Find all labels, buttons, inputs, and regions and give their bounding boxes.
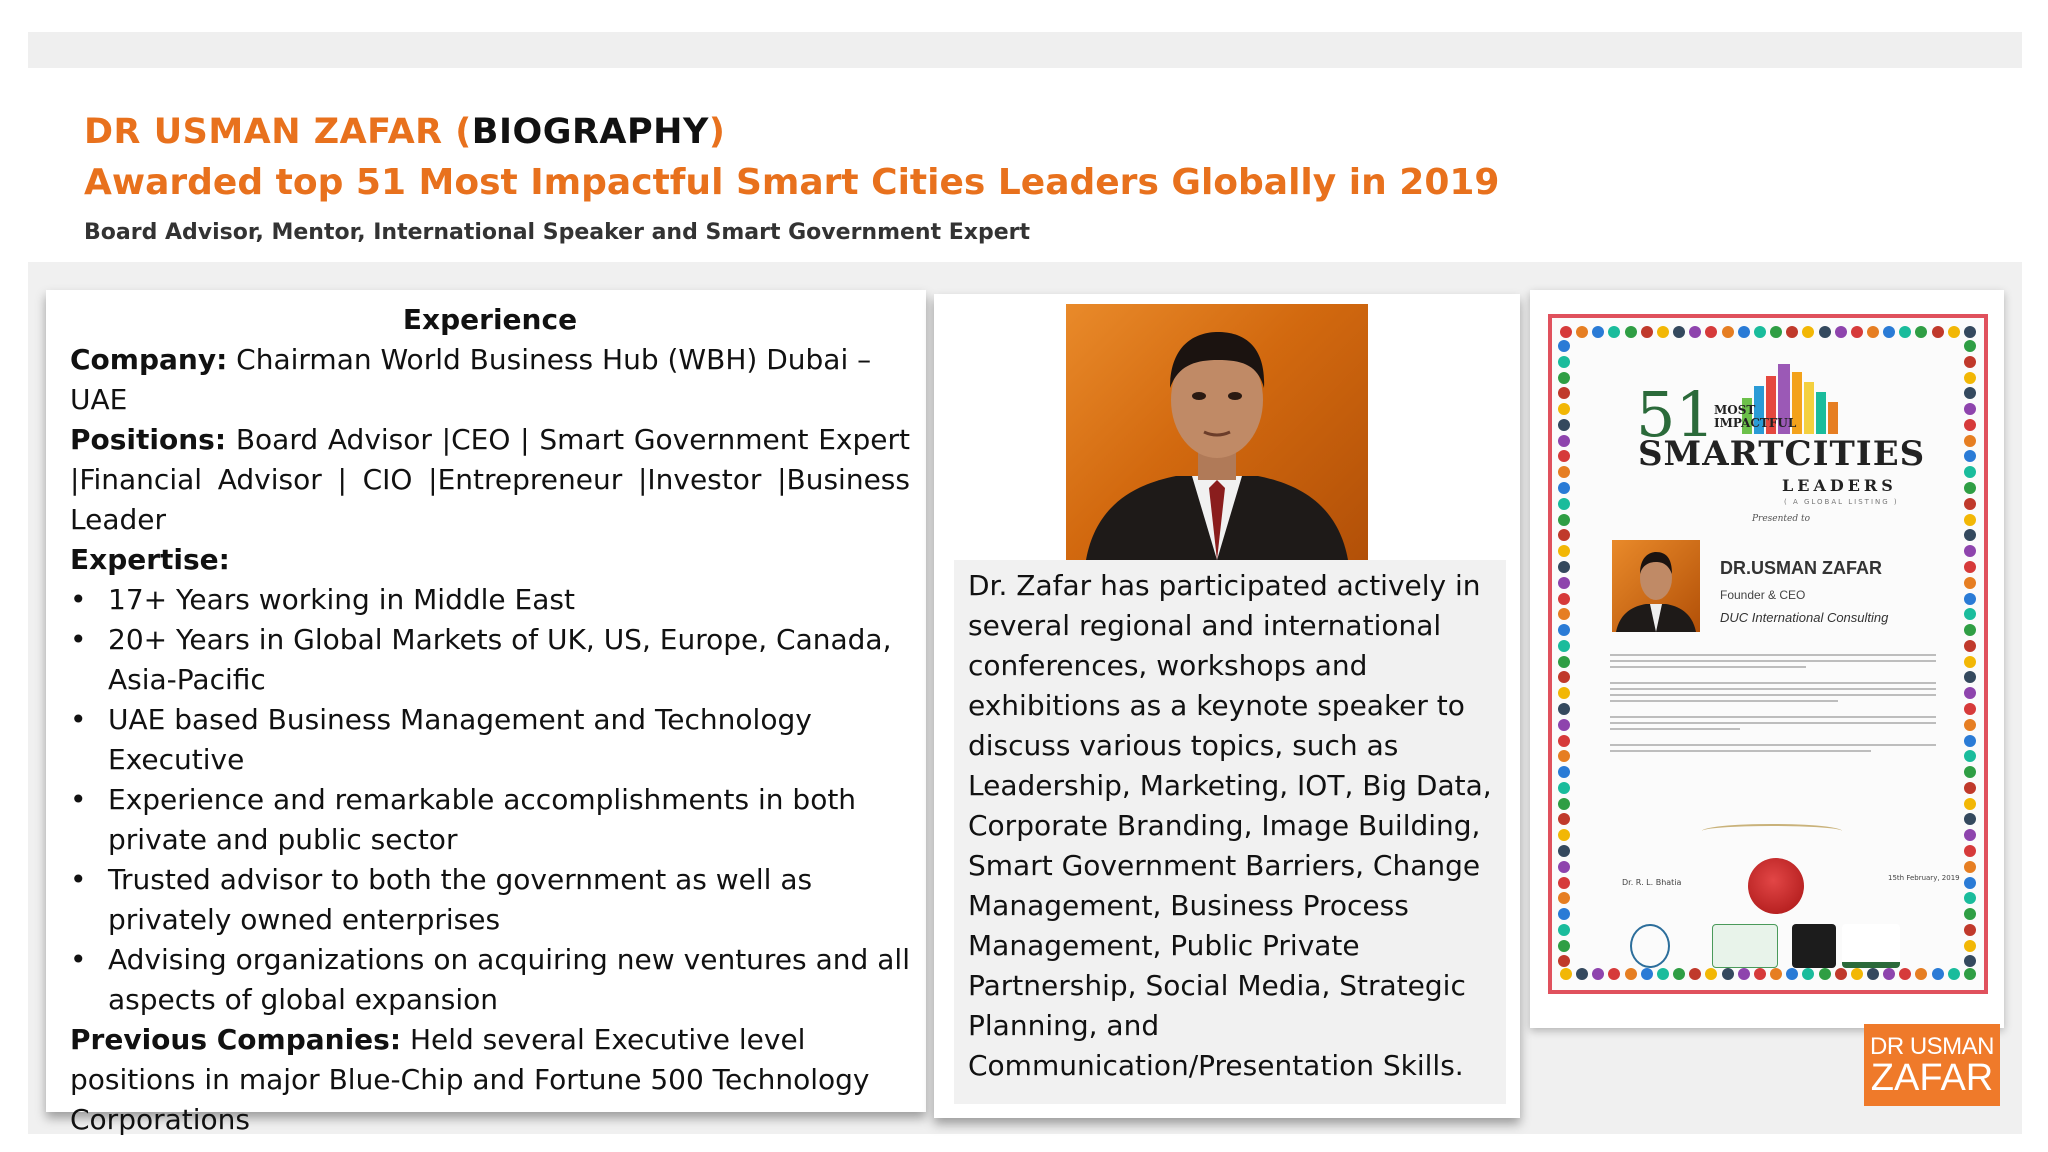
flag-border-top xyxy=(1560,326,1976,340)
flag-icon xyxy=(1964,813,1976,825)
certificate-recipient-role: Founder & CEO xyxy=(1720,588,1806,602)
flag-icon xyxy=(1899,968,1911,980)
flag-icon xyxy=(1576,326,1588,338)
flag-icon xyxy=(1641,968,1653,980)
flag-icon xyxy=(1819,326,1831,338)
flag-icon xyxy=(1964,782,1976,794)
flag-icon xyxy=(1558,340,1570,352)
title-open-paren: ( xyxy=(442,112,472,152)
flag-icon xyxy=(1851,326,1863,338)
flag-icon xyxy=(1899,326,1911,338)
flag-icon xyxy=(1558,435,1570,447)
company-label: Company: xyxy=(70,343,228,376)
flag-icon xyxy=(1558,703,1570,715)
flag-icon xyxy=(1964,403,1976,415)
brand-logo-line2: ZAFAR xyxy=(1870,1057,1994,1099)
flag-icon xyxy=(1558,798,1570,810)
flag-icon xyxy=(1964,387,1976,399)
flag-icon xyxy=(1558,466,1570,478)
flag-icon xyxy=(1964,750,1976,762)
flag-icon xyxy=(1964,861,1976,873)
flag-icon xyxy=(1802,968,1814,980)
flag-icon xyxy=(1835,326,1847,338)
flag-icon xyxy=(1915,968,1927,980)
flag-icon xyxy=(1558,924,1570,936)
flag-icon xyxy=(1964,798,1976,810)
flag-icon xyxy=(1867,326,1879,338)
flag-icon xyxy=(1558,813,1570,825)
flag-icon xyxy=(1558,482,1570,494)
company-value: Chairman World Business Hub (WBH) Dubai – UAE xyxy=(70,343,872,416)
flag-icon xyxy=(1560,326,1572,338)
flag-icon xyxy=(1558,877,1570,889)
brand-logo xyxy=(1864,1024,2000,1106)
expertise-item: • 20+ Years in Global Markets of UK, US, Europe, Canada, Asia-Pacific xyxy=(70,620,910,700)
flag-icon xyxy=(1964,340,1976,352)
flag-icon xyxy=(1964,419,1976,431)
flag-icon xyxy=(1802,326,1814,338)
flag-icon xyxy=(1558,671,1570,683)
flag-icon xyxy=(1738,968,1750,980)
flag-icon xyxy=(1558,656,1570,668)
speaker-summary: Dr. Zafar has participated actively in several regional and international conferences, workshops and exhibitions as a keynote speaker to discuss various topics, such as Leadership, Marketing, IOT, Big Data, Corporate Branding, Image Building, Smart Government Barriers, Change Management, Business Process Management, Public Private Partnership, Social Media, Strategic Planning, and Communication/Presentation Skills. xyxy=(968,569,1492,1082)
flag-icon xyxy=(1964,687,1976,699)
flag-icon xyxy=(1722,968,1734,980)
flag-icon xyxy=(1657,968,1669,980)
previous-companies-value: Held several Executive level positions in major Blue-Chip and Fortune 500 Technology Corporations xyxy=(70,1023,870,1136)
brand-logo-line1: DR USMAN xyxy=(1869,1033,1994,1060)
flag-icon xyxy=(1948,968,1960,980)
flag-icon xyxy=(1576,968,1588,980)
flag-icon xyxy=(1964,703,1976,715)
subtitle: Board Advisor, Mentor, International Speaker and Smart Government Expert xyxy=(84,220,1031,245)
flag-icon xyxy=(1558,861,1570,873)
flag-icon xyxy=(1558,498,1570,510)
flag-icon xyxy=(1673,968,1685,980)
company-line xyxy=(70,340,910,420)
flag-icon xyxy=(1964,955,1976,967)
experience-section xyxy=(70,300,910,1140)
flag-icon xyxy=(1964,482,1976,494)
flag-icon xyxy=(1738,326,1750,338)
certificate-flourish xyxy=(1702,824,1842,838)
flag-icon xyxy=(1964,561,1976,573)
portrait-photo xyxy=(1066,304,1368,560)
flag-icon xyxy=(1964,829,1976,841)
flag-icon xyxy=(1705,326,1717,338)
title-biography: BIOGRAPHY xyxy=(471,112,709,152)
expertise-item: • Advising organizations on acquiring new ventures and all aspects of global expansion xyxy=(70,940,910,1020)
flag-icon xyxy=(1964,608,1976,620)
title-close-paren: ) xyxy=(708,112,726,152)
header xyxy=(84,112,1784,245)
flag-icon xyxy=(1964,466,1976,478)
flag-icon xyxy=(1558,908,1570,920)
flag-icon xyxy=(1964,529,1976,541)
flag-icon xyxy=(1915,326,1927,338)
certificate-impactful-text: IMPACTFUL xyxy=(1714,416,1797,430)
award-certificate-image xyxy=(1548,314,1988,994)
flag-icon xyxy=(1608,326,1620,338)
flag-icon xyxy=(1786,968,1798,980)
flag-icon xyxy=(1558,356,1570,368)
flag-icon xyxy=(1964,372,1976,384)
flag-icon xyxy=(1625,968,1637,980)
expertise-list xyxy=(70,580,910,1020)
certificate-seal xyxy=(1748,858,1804,914)
previous-companies-line xyxy=(70,1020,910,1140)
experience-heading: Experience xyxy=(402,303,578,336)
top-banner-bar xyxy=(28,32,2022,68)
flag-icon xyxy=(1560,968,1572,980)
flag-icon xyxy=(1558,450,1570,462)
previous-companies-label: Previous Companies: xyxy=(70,1023,402,1056)
certificate-body-text xyxy=(1610,654,1936,756)
positions-label: Positions: xyxy=(70,423,227,456)
title-name: DR USMAN ZAFAR xyxy=(84,112,443,152)
flag-icon xyxy=(1964,498,1976,510)
flag-icon xyxy=(1964,671,1976,683)
flag-icon xyxy=(1558,829,1570,841)
flag-icon xyxy=(1964,356,1976,368)
flag-icon xyxy=(1964,845,1976,857)
flag-icon xyxy=(1883,968,1895,980)
flag-icon xyxy=(1689,968,1701,980)
flag-icon xyxy=(1964,968,1976,980)
flag-icon xyxy=(1964,577,1976,589)
flag-icon xyxy=(1558,561,1570,573)
flag-icon xyxy=(1964,326,1976,338)
award-headline: Awarded top 51 Most Impactful Smart Cities Leaders Globally in 2019 xyxy=(84,162,1500,203)
flag-icon xyxy=(1851,968,1863,980)
flag-icon xyxy=(1558,782,1570,794)
flag-icon xyxy=(1625,326,1637,338)
flag-icon xyxy=(1592,968,1604,980)
certificate-presented-to: Presented to xyxy=(1752,514,1811,524)
certificate-recipient-name: DR.USMAN ZAFAR xyxy=(1720,558,1882,578)
flag-border-bottom xyxy=(1560,968,1976,982)
flag-icon xyxy=(1558,593,1570,605)
flag-icon xyxy=(1705,968,1717,980)
flag-border-left xyxy=(1558,340,1572,968)
flag-icon xyxy=(1608,968,1620,980)
certificate-date: 15th February, 2019 xyxy=(1888,874,1960,882)
certificate-number: 51 xyxy=(1636,378,1715,451)
flag-icon xyxy=(1558,750,1570,762)
flag-icon xyxy=(1948,326,1960,338)
flag-icon xyxy=(1964,908,1976,920)
flag-icon xyxy=(1786,326,1798,338)
flag-icon xyxy=(1819,968,1831,980)
flag-icon xyxy=(1558,577,1570,589)
certificate-recipient-org: DUC International Consulting xyxy=(1720,610,1889,625)
flag-icon xyxy=(1641,326,1653,338)
certificate-leaders: LEADERS xyxy=(1782,476,1897,495)
flag-icon xyxy=(1558,892,1570,904)
certificate-portrait xyxy=(1612,540,1700,632)
partner-logo-2 xyxy=(1712,924,1778,968)
flag-icon xyxy=(1964,640,1976,652)
flag-icon xyxy=(1964,656,1976,668)
expertise-item: • UAE based Business Management and Technology Executive xyxy=(70,700,910,780)
flag-icon xyxy=(1558,845,1570,857)
flag-icon xyxy=(1964,593,1976,605)
certificate-signatory: Dr. R. L. Bhatia xyxy=(1622,878,1682,887)
flag-icon xyxy=(1722,326,1734,338)
partner-logo-4 xyxy=(1842,924,1900,968)
flag-icon xyxy=(1558,687,1570,699)
flag-icon xyxy=(1558,735,1570,747)
certificate-portrait-illustration xyxy=(1612,540,1700,632)
flag-icon xyxy=(1673,326,1685,338)
flag-icon xyxy=(1835,968,1847,980)
flag-icon xyxy=(1770,968,1782,980)
flag-icon xyxy=(1964,735,1976,747)
flag-icon xyxy=(1558,372,1570,384)
certificate-most xyxy=(1714,404,1796,430)
flag-icon xyxy=(1558,640,1570,652)
flag-icon xyxy=(1964,924,1976,936)
partner-logo-3 xyxy=(1792,924,1836,968)
flag-icon xyxy=(1558,387,1570,399)
flag-icon xyxy=(1883,326,1895,338)
flag-icon xyxy=(1558,514,1570,526)
expertise-label xyxy=(70,540,910,580)
flag-icon xyxy=(1558,608,1570,620)
flag-icon xyxy=(1558,719,1570,731)
expertise-item: • Experience and remarkable accomplishments in both private and public sector xyxy=(70,780,910,860)
flag-icon xyxy=(1558,529,1570,541)
flag-icon xyxy=(1558,940,1570,952)
flag-icon xyxy=(1754,326,1766,338)
flag-icon xyxy=(1964,877,1976,889)
flag-icon xyxy=(1932,326,1944,338)
flag-icon xyxy=(1964,892,1976,904)
flag-icon xyxy=(1964,940,1976,952)
flag-icon xyxy=(1964,766,1976,778)
flag-icon xyxy=(1558,624,1570,636)
flag-icon xyxy=(1558,766,1570,778)
flag-icon xyxy=(1867,968,1879,980)
flag-icon xyxy=(1964,624,1976,636)
flag-icon xyxy=(1770,326,1782,338)
flag-icon xyxy=(1964,450,1976,462)
flag-icon xyxy=(1558,419,1570,431)
flag-icon xyxy=(1964,514,1976,526)
portrait-illustration xyxy=(1066,304,1368,560)
page-title xyxy=(84,112,1784,160)
expertise-label-text: Expertise: xyxy=(70,543,230,576)
flag-icon xyxy=(1964,545,1976,557)
expertise-item: • 17+ Years working in Middle East xyxy=(70,580,910,620)
flag-icon xyxy=(1964,719,1976,731)
certificate-smart-cities: SMARTCITIES xyxy=(1638,434,1926,474)
certificate-global-listing: ( A GLOBAL LISTING ) xyxy=(1784,498,1899,506)
expertise-item: • Trusted advisor to both the government as well as privately owned enterprises xyxy=(70,860,910,940)
flag-icon xyxy=(1932,968,1944,980)
flag-icon xyxy=(1754,968,1766,980)
flag-icon xyxy=(1689,326,1701,338)
flag-icon xyxy=(1558,955,1570,967)
flag-icon xyxy=(1964,435,1976,447)
flag-icon xyxy=(1558,403,1570,415)
flag-icon xyxy=(1558,545,1570,557)
flag-icon xyxy=(1657,326,1669,338)
positions-value: Board Advisor |CEO | Smart Government Expert |Financial Advisor | CIO |Entrepreneur |Investor |Business Leader xyxy=(70,423,910,536)
partner-logo-1 xyxy=(1630,924,1670,968)
certificate-most-text: MOST xyxy=(1714,403,1756,417)
positions-line xyxy=(70,420,910,540)
flag-icon xyxy=(1592,326,1604,338)
flag-border-right xyxy=(1964,340,1978,968)
